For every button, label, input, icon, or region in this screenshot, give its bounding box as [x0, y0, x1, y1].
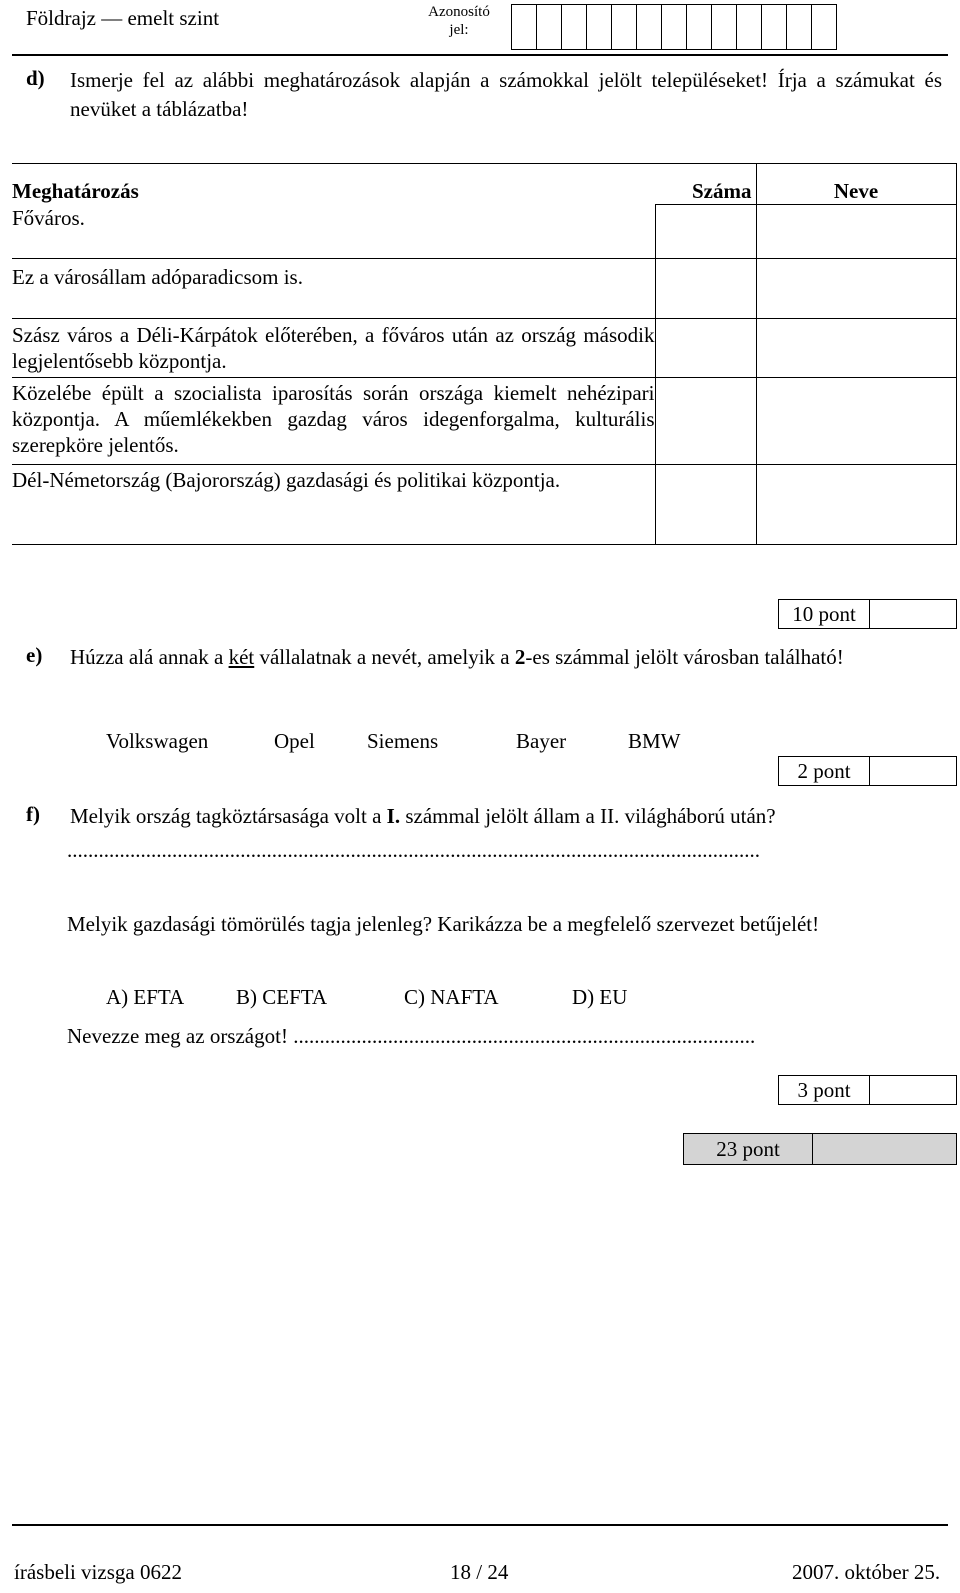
number-cell[interactable]	[655, 205, 756, 259]
table-row	[12, 378, 956, 465]
name-cell[interactable]	[756, 465, 956, 545]
company-bayer[interactable]: Bayer	[516, 729, 567, 753]
id-digit-box[interactable]	[561, 4, 587, 50]
id-digit-box[interactable]	[761, 4, 787, 50]
company-list	[0, 729, 960, 759]
id-digit-box[interactable]	[811, 4, 837, 50]
question-d-text: Ismerje fel az alábbi meghatározások alapján a számokkal jelölt településeket! Írja a számukat és nevüket a táblázatba!	[70, 68, 942, 121]
name-cell[interactable]	[756, 259, 956, 319]
company-volkswagen[interactable]: Volkswagen	[106, 729, 209, 753]
question-e-text: Húzza alá annak a két vállalatnak a nevét, amelyik a 2-es számmal jelölt városban található!	[70, 645, 844, 669]
score-entry-e[interactable]	[870, 757, 956, 785]
id-digit-box[interactable]	[661, 4, 687, 50]
question-e-label: e)	[26, 643, 43, 667]
total-score-box: 23 pont	[683, 1133, 957, 1165]
score-entry-d[interactable]	[870, 600, 956, 628]
id-digit-box[interactable]	[736, 4, 762, 50]
id-digit-box[interactable]	[711, 4, 737, 50]
option-a[interactable]: A) EFTA	[106, 985, 185, 1009]
definition-cell: Szász város a Déli-Kárpátok előterében, a főváros után az ország második legjelentősebb központja.	[12, 319, 655, 378]
score-box-d: 10 pont	[778, 599, 957, 629]
table-row	[12, 259, 956, 319]
company-siemens[interactable]: Siemens	[367, 729, 439, 753]
id-digit-box[interactable]	[536, 4, 562, 50]
option-c[interactable]: C) NAFTA	[404, 985, 499, 1009]
settlement-table	[12, 163, 957, 545]
number-cell[interactable]	[655, 259, 756, 319]
subject-header: Földrajz — emelt szint	[26, 6, 220, 30]
answer-line-1[interactable]: ....................................................................................................................................	[67, 840, 760, 860]
score-entry-f[interactable]	[870, 1076, 956, 1104]
question-f-q3[interactable]: Nevezze meg az országot! ........................................................................................	[67, 1024, 756, 1048]
option-b[interactable]: B) CEFTA	[236, 985, 328, 1009]
id-digit-box[interactable]	[586, 4, 612, 50]
table-row	[12, 319, 956, 378]
id-digit-box[interactable]	[686, 4, 712, 50]
score-box-e: 2 pont	[778, 756, 957, 786]
header-rule	[12, 54, 948, 56]
definition-cell: Főváros.	[12, 205, 655, 259]
question-f-q2: Melyik gazdasági tömörülés tagja jelenleg? Karikázza be a megfelelő szervezet betűjelét!	[67, 912, 820, 936]
question-d-label: d)	[26, 66, 45, 90]
definition-cell: Dél-Németország (Bajorország) gazdasági és politikai központja.	[12, 465, 655, 545]
table-row	[12, 205, 956, 259]
page-number: 18 / 24	[450, 1560, 509, 1584]
score-box-f: 3 pont	[778, 1075, 957, 1105]
id-digit-box[interactable]	[511, 4, 537, 50]
question-f-label: f)	[26, 802, 40, 826]
name-cell[interactable]	[756, 319, 956, 378]
company-bmw[interactable]: BMW	[628, 729, 681, 753]
exam-date: 2007. október 25.	[792, 1560, 941, 1584]
footer-rule	[12, 1524, 948, 1526]
table-row	[12, 465, 956, 545]
name-cell[interactable]	[756, 205, 956, 259]
table-header-row	[12, 164, 956, 205]
id-digit-box[interactable]	[636, 4, 662, 50]
number-cell[interactable]	[655, 319, 756, 378]
header-number: Száma	[655, 164, 756, 205]
definition-cell: Ez a városállam adóparadicsom is.	[12, 259, 655, 319]
number-cell[interactable]	[655, 378, 756, 465]
name-cell[interactable]	[756, 378, 956, 465]
header-definition: Meghatározás	[12, 164, 655, 205]
id-boxes[interactable]	[511, 4, 836, 50]
option-d[interactable]: D) EU	[572, 985, 628, 1009]
question-f-q1: Melyik ország tagköztársasága volt a I. számmal jelölt állam a II. világháború után?	[70, 804, 776, 828]
number-cell[interactable]	[655, 465, 756, 545]
id-label: Azonosító jel:	[428, 4, 490, 38]
id-digit-box[interactable]	[611, 4, 637, 50]
total-score-entry[interactable]	[813, 1134, 956, 1164]
definition-cell: Közelébe épült a szocialista iparosítás során országa kiemelt nehézipari központja. A műemlékekben gazdag város idegenforgalma, kulturális szerepköre jelentős.	[12, 378, 655, 465]
company-opel[interactable]: Opel	[274, 729, 315, 753]
option-list	[0, 985, 960, 1015]
footer-exam-code: írásbeli vizsga 0622	[14, 1560, 182, 1584]
header-name: Neve	[756, 164, 956, 205]
id-digit-box[interactable]	[786, 4, 812, 50]
